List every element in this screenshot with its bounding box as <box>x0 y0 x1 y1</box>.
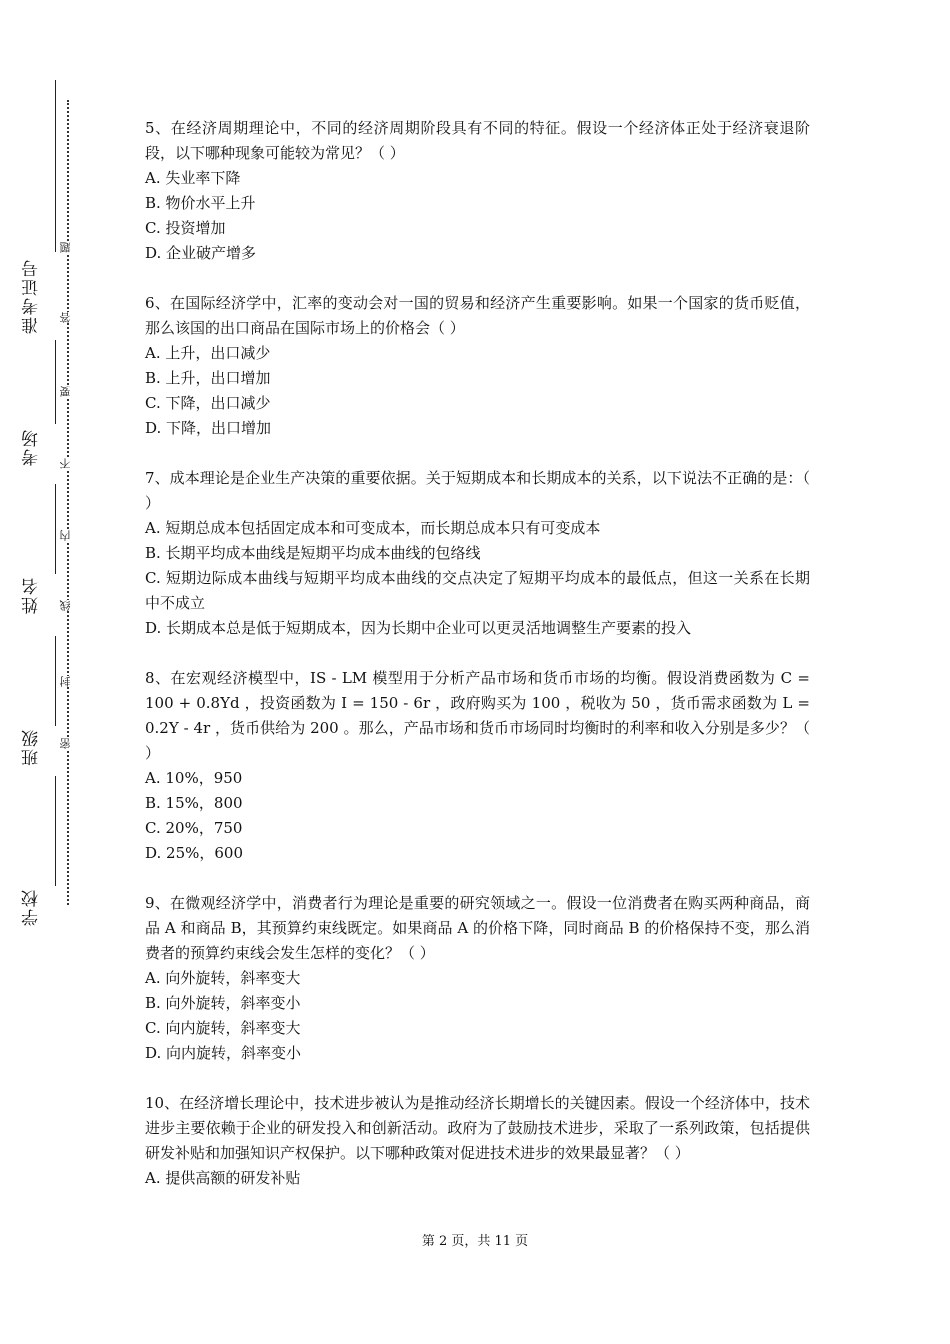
class-label: 班级 <box>22 728 42 766</box>
option-d: D. 长期成本总是低于短期成本，因为长期中企业可以更灵活地调整生产要素的投入 <box>145 619 692 637</box>
seal-word: 密 <box>59 738 77 749</box>
seal-word: 不 <box>59 458 77 469</box>
option-d: D. 向内旋转，斜率变小 <box>145 1044 302 1062</box>
question-8 <box>145 666 810 866</box>
question-stem: 10、在经济增长理论中，技术进步被认为是推动经济长期增长的关键因素。假设一个经济体中，技术进步主要依赖于企业的研发投入和创新活动。政府为了鼓励技术进步，采取了一系列政策，包括提供研发补贴和加强知识产权保护。以下哪种政策对促进技术进步的效果最显著？（ ） <box>145 1094 810 1162</box>
seal-word: 题 <box>59 242 77 253</box>
option-b: B. 向外旋转，斜率变小 <box>145 994 301 1012</box>
question-stem: 7、成本理论是企业生产决策的重要依据。关于短期成本和长期成本的关系，以下说法不正确的是：（ ） <box>145 469 810 512</box>
option-c: C. 短期边际成本曲线与短期平均成本曲线的交点决定了短期平均成本的最低点，但这一关系在长期中不成立 <box>145 569 810 612</box>
option-c: C. 投资增加 <box>145 219 226 237</box>
blank-line <box>55 636 56 726</box>
option-a: A. 失业率下降 <box>145 169 241 187</box>
question-6 <box>145 291 810 441</box>
option-b: B. 15%，800 <box>145 794 243 812</box>
option-a: A. 上升，出口减少 <box>145 344 271 362</box>
binding-margin <box>18 80 52 940</box>
seal-word: 要 <box>59 386 77 397</box>
name-label: 姓名 <box>22 576 42 614</box>
question-list <box>145 116 810 1216</box>
question-stem: 5、在经济周期理论中，不同的经济周期阶段具有不同的特征。假设一个经济体正处于经济衰退阶段，以下哪种现象可能较为常见？（ ） <box>145 119 810 162</box>
option-c: C. 下降，出口减少 <box>145 394 271 412</box>
seal-dotted-line <box>67 100 69 905</box>
option-c: C. 20%，750 <box>145 819 243 837</box>
question-stem: 6、在国际经济学中，汇率的变动会对一国的贸易和经济产生重要影响。如果一个国家的货币贬值，那么该国的出口商品在国际市场上的价格会（ ） <box>145 294 810 337</box>
option-b: B. 物价水平上升 <box>145 194 256 212</box>
seal-word: 答 <box>59 312 77 323</box>
question-stem: 8、在宏观经济模型中，IS - LM 模型用于分析产品市场和货币市场的均衡。假设消费函数为 C = 100 + 0.8Yd ，投资函数为 I = 150 - 6r ，政府购买为 100 ，税收为 50 ，货币需求函数为 L = 0.2Y - 4r ，货币供给为 200 。那么，产品市场和货币市场同时均衡时的利率和收入分别是多少？（ ） <box>145 669 810 762</box>
seal-word: 线 <box>59 600 77 611</box>
option-a: A. 10%，950 <box>145 769 243 787</box>
option-c: C. 向内旋转，斜率变大 <box>145 1019 301 1037</box>
question-stem: 9、在微观经济学中，消费者行为理论是重要的研究领域之一。假设一位消费者在购买两种商品，商品 A 和商品 B，其预算约束线既定。如果商品 A 的价格下降，同时商品 B 的价格保持不变，那么消费者的预算约束线会发生怎样的变化？（ ） <box>145 894 810 962</box>
option-d: D. 下降，出口增加 <box>145 419 272 437</box>
seal-word: 内 <box>59 530 77 541</box>
option-a: A. 向外旋转，斜率变大 <box>145 969 301 987</box>
question-7 <box>145 466 810 641</box>
exam-room-label: 考场 <box>22 428 42 466</box>
page-footer: 第 2 页，共 11 页 <box>421 1234 529 1249</box>
blank-line <box>55 484 56 574</box>
question-9 <box>145 891 810 1066</box>
option-d: D. 企业破产增多 <box>145 244 257 262</box>
seal-word: 封 <box>59 676 77 687</box>
question-10 <box>145 1091 810 1191</box>
blank-line <box>55 340 56 424</box>
option-a: A. 短期总成本包括固定成本和可变成本，而长期总成本只有可变成本 <box>145 519 601 537</box>
option-d: D. 25%，600 <box>145 844 243 862</box>
option-a: A. 提供高额的研发补贴 <box>145 1169 301 1187</box>
option-b: B. 长期平均成本曲线是短期平均成本曲线的包络线 <box>145 544 481 562</box>
admission-number-label: 准考证号 <box>22 258 42 334</box>
school-label: 学校 <box>22 888 42 926</box>
blank-line <box>55 776 56 886</box>
option-b: B. 上升，出口增加 <box>145 369 271 387</box>
question-5 <box>145 116 810 266</box>
blank-line <box>55 80 56 252</box>
